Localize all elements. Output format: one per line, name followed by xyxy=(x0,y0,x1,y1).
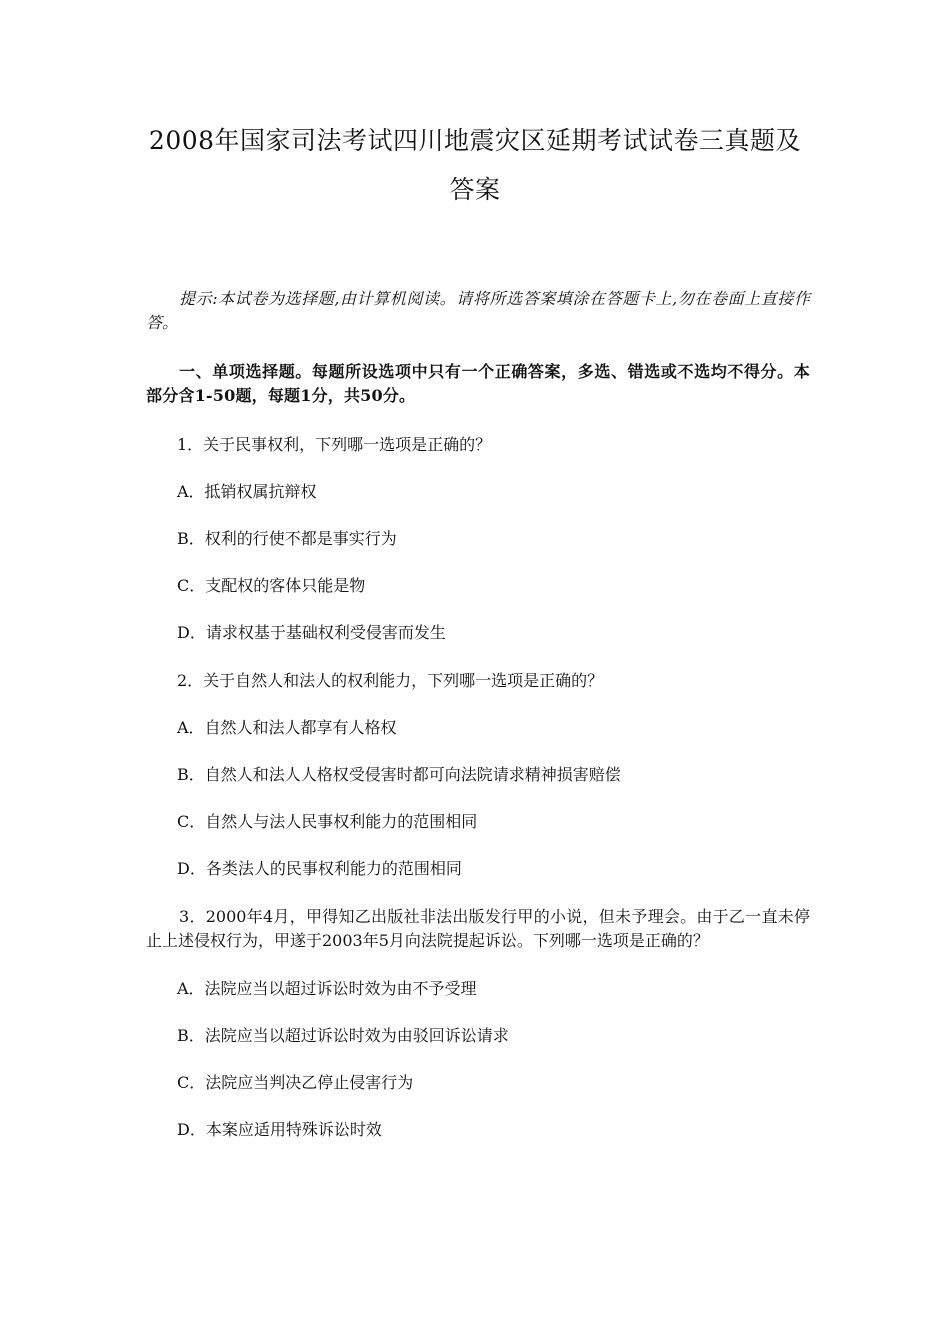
question-2-option-a: A．自然人和法人都享有人格权 xyxy=(177,718,397,737)
exam-notice: 提示:本试卷为选择题,由计算机阅读。请将所选答案填涂在答题卡上,勿在卷面上直接作答。 xyxy=(146,289,810,332)
section-heading: 一、单项选择题。每题所设选项中只有一个正确答案，多选、错选或不选均不得分。本部分含1-50题，每题1分，共50分。 xyxy=(146,362,810,405)
question-2-stem: 2．关于自然人和法人的权利能力，下列哪一选项是正确的？ xyxy=(177,671,604,690)
question-3-option-a: A．法院应当以超过诉讼时效为由不予受理 xyxy=(177,979,477,998)
document-title-line-1: 2008年国家司法考试四川地震灾区延期考试试卷三真题及 xyxy=(148,126,802,155)
question-2-option-d: D．各类法人的民事权利能力的范围相同 xyxy=(177,859,462,878)
question-3-stem: 3．2000年4月，甲得知乙出版社非法出版发行甲的小说，但未予理会。由于乙一直未停止上述侵权行为，甲遂于2003年5月向法院提起诉讼。下列哪一选项是正确的？ xyxy=(146,907,810,950)
question-3-option-d: D．本案应适用特殊诉讼时效 xyxy=(177,1120,382,1139)
question-3-option-c: C．法院应当判决乙停止侵害行为 xyxy=(177,1073,414,1092)
question-2-option-c: C．自然人与法人民事权利能力的范围相同 xyxy=(177,812,478,831)
question-1-option-a: A．抵销权属抗辩权 xyxy=(177,482,317,501)
question-3-option-b: B．法院应当以超过诉讼时效为由驳回诉讼请求 xyxy=(177,1026,509,1045)
question-1-option-d: D．请求权基于基础权利受侵害而发生 xyxy=(177,623,446,642)
document-title-line-2: 答案 xyxy=(449,175,501,204)
question-2-option-b: B．自然人和法人人格权受侵害时都可向法院请求精神损害赔偿 xyxy=(177,765,621,784)
question-1-option-c: C．支配权的客体只能是物 xyxy=(177,576,366,595)
question-1-stem: 1．关于民事权利，下列哪一选项是正确的？ xyxy=(177,435,492,454)
question-1-option-b: B．权利的行使不都是事实行为 xyxy=(177,529,397,548)
